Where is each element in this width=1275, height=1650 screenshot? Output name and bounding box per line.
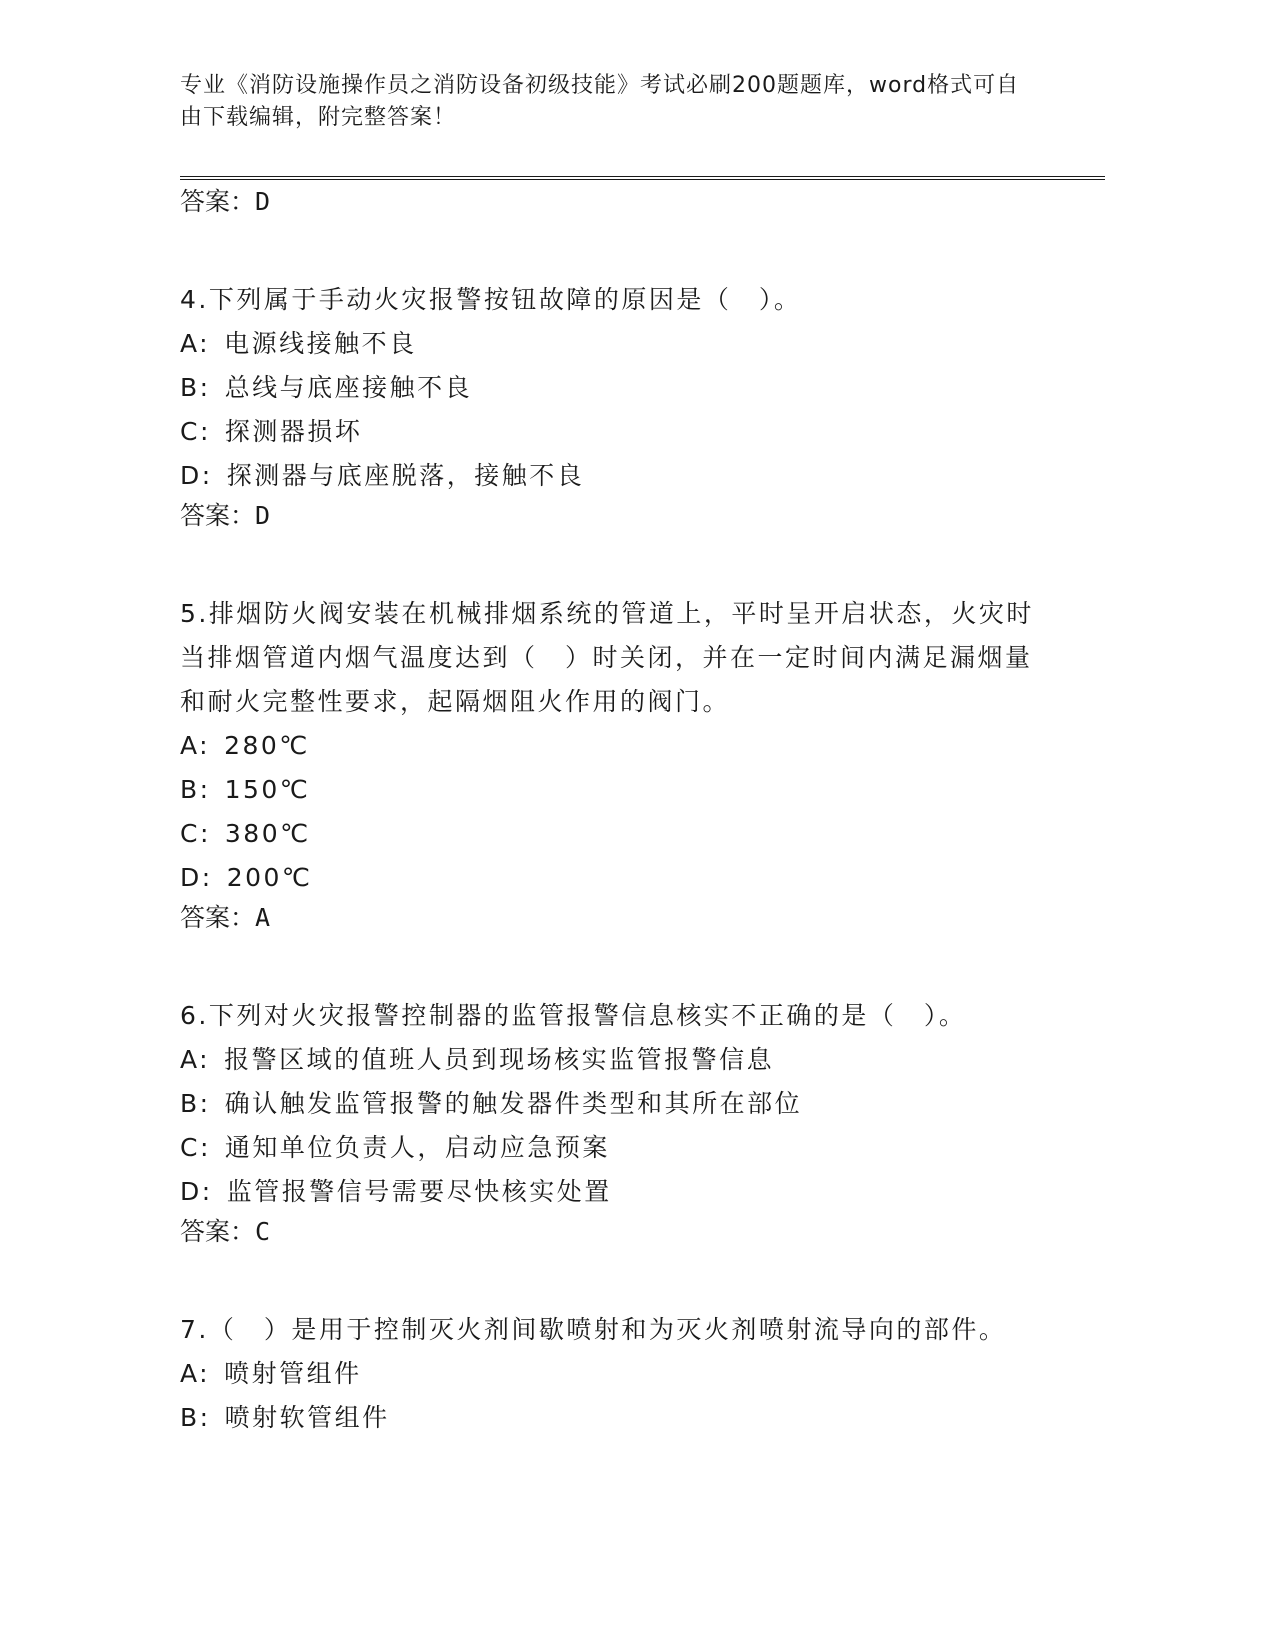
option-c bbox=[180, 812, 1040, 856]
question-stem: 7.（ ）是用于控制灭火剂间歇喷射和为灭火剂喷射流导向的部件。 bbox=[180, 1315, 1007, 1344]
option-c bbox=[180, 410, 1040, 454]
document-header bbox=[180, 70, 1040, 134]
question-list bbox=[180, 184, 1040, 1440]
option-b bbox=[180, 366, 1040, 410]
option-text: 380℃ bbox=[224, 819, 311, 848]
answer-value: A bbox=[255, 903, 271, 932]
option-text: 监管报警信号需要尽快核实处置 bbox=[226, 1177, 612, 1206]
answer-label: 答案： bbox=[180, 903, 256, 932]
option-key: A: bbox=[180, 1045, 211, 1074]
option-key: C: bbox=[180, 417, 211, 446]
option-key: B: bbox=[180, 1403, 211, 1432]
option-text: 通知单位负责人，启动应急预案 bbox=[224, 1133, 610, 1162]
option-b bbox=[180, 1082, 1040, 1126]
option-key: A: bbox=[180, 329, 211, 358]
option-key: B: bbox=[180, 775, 211, 804]
option-d bbox=[180, 1170, 1040, 1214]
option-a bbox=[180, 1038, 1040, 1082]
option-key: A: bbox=[180, 1359, 211, 1388]
option-text: 探测器与底座脱落，接触不良 bbox=[226, 461, 585, 490]
answer-label: 答案： bbox=[180, 187, 256, 216]
answer-value: C bbox=[255, 1217, 271, 1246]
option-c bbox=[180, 1126, 1040, 1170]
question-stem: 5.排烟防火阀安装在机械排烟系统的管道上，平时呈开启状态，火灾时当排烟管道内烟气温度达到（ ）时关闭，并在一定时间内满足漏烟量和耐火完整性要求，起隔烟阻火作用的阀门。 bbox=[180, 599, 1034, 716]
option-key: B: bbox=[180, 1089, 211, 1118]
answer-line bbox=[180, 498, 1040, 542]
option-b bbox=[180, 1396, 1040, 1440]
answer-value: D bbox=[255, 501, 271, 530]
question-7 bbox=[180, 1308, 1040, 1440]
option-text: 电源线接触不良 bbox=[224, 329, 417, 358]
header-divider bbox=[180, 176, 1105, 180]
question-5 bbox=[180, 592, 1040, 944]
option-text: 报警区域的值班人员到现场核实监管报警信息 bbox=[224, 1045, 775, 1074]
option-key: C: bbox=[180, 1133, 211, 1162]
question-stem: 4.下列属于手动火灾报警按钮故障的原因是（ ）。 bbox=[180, 285, 802, 314]
option-d bbox=[180, 856, 1040, 900]
answer-line bbox=[180, 1214, 1040, 1258]
document-title: 专业《消防设施操作员之消防设备初级技能》考试必刷200题题库，word格式可自由下载编辑，附完整答案！ bbox=[180, 73, 1020, 130]
option-text: 喷射管组件 bbox=[224, 1359, 362, 1388]
option-text: 喷射软管组件 bbox=[224, 1403, 390, 1432]
option-b bbox=[180, 768, 1040, 812]
option-text: 280℃ bbox=[224, 731, 310, 760]
question-4 bbox=[180, 278, 1040, 542]
option-d bbox=[180, 454, 1040, 498]
answer-label: 答案： bbox=[180, 1217, 256, 1246]
option-key: D: bbox=[180, 461, 213, 490]
answer-line bbox=[180, 900, 1040, 944]
option-a bbox=[180, 1352, 1040, 1396]
option-key: D: bbox=[180, 1177, 213, 1206]
option-key: B: bbox=[180, 373, 211, 402]
option-key: C: bbox=[180, 819, 211, 848]
option-text: 确认触发监管报警的触发器件类型和其所在部位 bbox=[224, 1089, 803, 1118]
option-key: A: bbox=[180, 731, 211, 760]
option-key: D: bbox=[180, 863, 213, 892]
option-a bbox=[180, 724, 1040, 768]
option-text: 探测器损坏 bbox=[224, 417, 363, 446]
question-6 bbox=[180, 994, 1040, 1258]
option-text: 总线与底座接触不良 bbox=[224, 373, 473, 402]
option-text: 150℃ bbox=[224, 775, 311, 804]
option-a bbox=[180, 322, 1040, 366]
answer-value: D bbox=[255, 187, 271, 216]
question-stem: 6.下列对火灾报警控制器的监管报警信息核实不正确的是（ ）。 bbox=[180, 1001, 967, 1030]
answer-label: 答案： bbox=[180, 501, 256, 530]
option-text: 200℃ bbox=[226, 863, 313, 892]
answer-line bbox=[180, 184, 1040, 228]
